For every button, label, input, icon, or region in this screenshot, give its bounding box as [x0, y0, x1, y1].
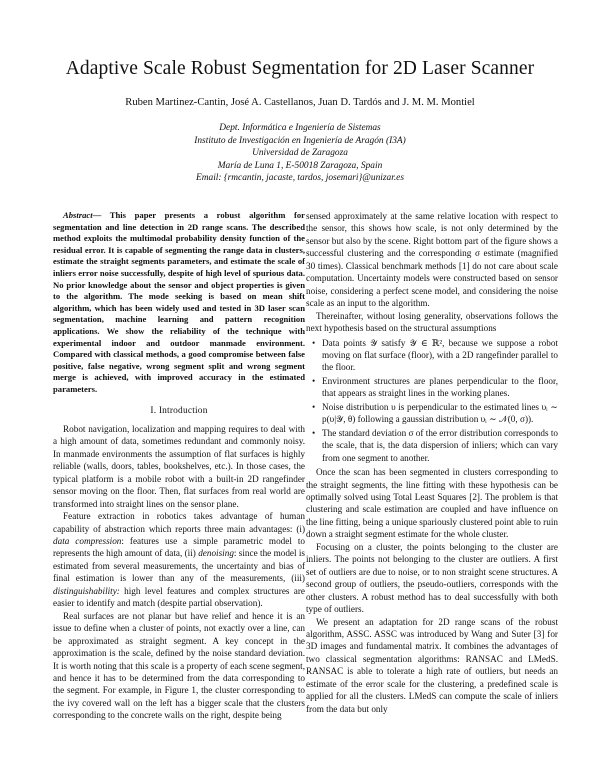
- affiliation-dept: Dept. Informática e Ingeniería de Sistemas: [219, 123, 381, 133]
- hypothesis-list: [306, 337, 558, 465]
- affiliation-institute: Instituto de Investigación en Ingeniería de Aragón (I3A): [194, 135, 406, 146]
- abstract-text: — This paper presents a robust algorithm for segmentation and line detection in 2D range scans. The described method exploits the multimodal probability density function of the residual error. It is capable of segmenting the range data in clusters, estimate the straight segments parameters, and estimate the scale of inliers error noise successfully, despite of high level of spurious data. No prior knowledge about the sensor and object properties is given to the algorithm. The mode seeking is based on mean shift algorithm, which has been widely used and tested in 3D laser scan segmentation, machine learning and pattern recognition applications. We show the reliability of the technique with experimental indoor and outdoor manmade environment. Compared with classical methods, a good compromise between false positive, false negative, wrong segment split and wrong segment merge is achieved, with improved accuracy in the estimated parameters.: [53, 210, 305, 394]
- abstract: [53, 210, 305, 396]
- right-paragraph-3: Once the scan has been segmented in clusters corresponding to the straight segments, the line fitting with these hypothesis can be optimally solved using Total Least Squares [2]. The problem is that clustering and scale estimation are coupled and have influence on the line fitting, being a unique spariously clustered point able to ruin down a straight segment estimate for the whole cluster.: [306, 467, 558, 540]
- hypothesis-item: • Data points 𝒴 satisfy 𝒴 ∈ ℝ², because we suppose a robot moving on flat surface (floor), with a 2D rangefinder parallel to the floor.: [322, 337, 558, 374]
- left-column: [53, 210, 305, 722]
- intro-paragraph-3: Real surfaces are not planar but have relief and hence it is an issue to define when a cluster of points, not exactly over a line, can be approximated as straight segment. A key concept in the approximation is the scale, defined by the noise standard deviation. It is worth noting that this scale is a property of each scene segment, and hence it has to be determined from the data corresponding to the segment. For example, in Figure 1, the cluster corresponding to the ivy covered wall on the left has a bigger scale that the clusters corresponding to the concrete walls on the right, despite being: [53, 610, 305, 721]
- affiliation-email: Email: {rmcantin, jacaste, tardos, josemari}@unizar.es: [196, 173, 404, 183]
- affiliation-address: María de Luna 1, E-50018 Zaragoza, Spain: [217, 160, 383, 171]
- affiliation-university: Universidad de Zaragoza: [252, 148, 348, 158]
- intro-paragraph-2: Feature extraction in robotics takes advantage of human capability of abstraction which reports three main advantages: (i) data compression: features use a simple parametric model to represents the high amount of data, (ii) denoising: since the model is estimated from several measurements, the uncertainty and bias of final estimation is lower than any of the measurements, (iii) distinguishability: high level features and complex structures are easier to identify and match (despite partial observation).: [53, 511, 306, 609]
- hypothesis-item: • The standard deviation σ of the error distribution corresponds to the scale, that is, the data dispersion of inliers; which can vary from one segment to another.: [322, 427, 558, 464]
- right-paragraph-2: Thereinafter, without losing generality, observations follows the next hypothesis based on the structural assumptions: [306, 310, 558, 334]
- authors: Ruben Martinez-Cantin, José A. Castellanos, Juan D. Tardós and J. M. M. Montiel: [125, 97, 475, 108]
- section-heading-introduction: I. Introduction: [150, 405, 208, 416]
- right-paragraph-5: We present an adaptation for 2D range scans of the robust algorithm, ASSC. ASSC was introduced by Wang and Suter [3] for 3D images and fundamental matrix. It combines the advantages of two classical segmentation algorithms: RANSAC and LMedS. RANSAC is able to tolerate a high rate of outliers, but needs an estimate of the error scale for the clustering, a predefined scale is applied for all the clusters. LMedS can compute the scale of inliers from the data but only: [306, 616, 558, 714]
- hypothesis-item: • Environment structures are planes perpendicular to the floor, that appears as straight lines in the working planes.: [322, 375, 558, 400]
- intro-paragraph-1: Robot navigation, localization and mapping requires to deal with a high amount of data, sometimes redundant and commonly noisy. In manmade environments the assumption of flat surfaces is highly reliable (walls, doors, tables, bookshelves, etc.). In those cases, the typical platform is a mobile robot with a built-in 2D rangefinder sensor moving on the floor. Then, flat surfaces from real world are transformed into straight lines on the sensor plane.: [53, 423, 305, 509]
- right-paragraph-1: sensed approximately at the same relative location with respect to the sensor, this shows how scale, is not only determined by the sensor but also by the scene. Right bottom part of the figure shows a successful clustering and the corresponding σ estimate (magnified 30 times). Classical benchmark methods [1] do not care about scale computation. Uncertainty models were constructed based on sensor noise, considering a perfect scene model, and considering the noise scale as an input to the algorithm.: [306, 211, 558, 309]
- paper-title: Adaptive Scale Robust Segmentation for 2D Laser Scanner: [65, 58, 535, 79]
- hypothesis-item: • Noise distribution υ is perpendicular to the estimated lines υᵢ ∼ p(υ|𝒴, θ) following a gaussian distribution υᵢ ∼ 𝒩(0, σ)).: [322, 401, 558, 426]
- right-paragraph-4: Focusing on a cluster, the points belonging to the cluster are inliers. The points not belonging to the cluster are outliers. A first set of outliers are due to noise, or to non straight scene structures. A second group of outliers, the pseudo-outliers, corresponds with the other clusters. A robust method has to deal successfully with both type of outliers.: [306, 541, 558, 615]
- abstract-lead: Abstract: [63, 210, 93, 220]
- affiliation: [0, 122, 600, 185]
- right-column: [306, 210, 558, 715]
